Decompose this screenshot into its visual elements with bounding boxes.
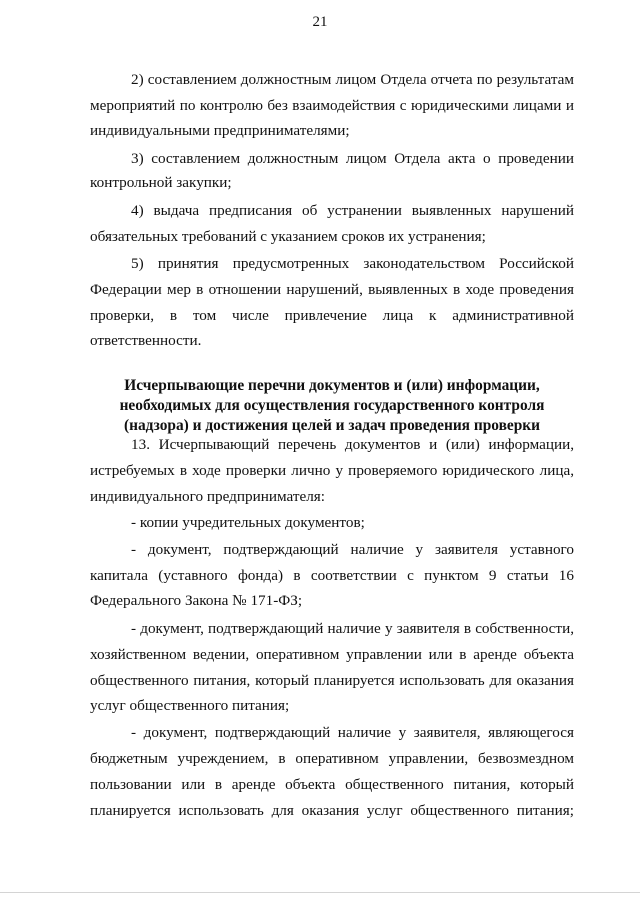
paragraph-line: ответственности. [90,332,202,349]
paragraph-line: общественного питания, который планируется использовать для оказания [90,672,574,689]
page-number: 21 [312,14,328,30]
paragraph-line: 13. Исчерпывающий перечень документов и (или) информации, [131,436,574,453]
paragraph-line: 3) составлением должностным лицом Отдела акта о проведении [131,150,574,167]
paragraph-line: - документ, подтверждающий наличие у заявителя, являющегося [131,724,574,741]
paragraph-line: пользовании или в аренде объекта общественного питания, который [90,776,574,793]
paragraph-line: мероприятий по контролю без взаимодействия с юридическими лицами и [90,97,574,114]
paragraph-line: проверки, в том числе привлечение лица к административной [90,307,574,324]
paragraph-line: планируется использовать для оказания услуг общественного питания; [90,802,574,819]
paragraph-line: контрольной закупки; [90,174,232,191]
paragraph-line: - документ, подтверждающий наличие у заявителя в собственности, [131,620,574,637]
paragraph-line: хозяйственном ведении, оперативном управлении или в аренде объекта [90,646,574,663]
paragraph-line: бюджетным учреждением, в оперативном управлении, безвозмездном [90,750,574,767]
section-heading-line: (надзора) и достижения целей и задач проведения проверки [123,417,541,434]
paragraph-line: истребуемых в ходе проверки лично у проверяемого юридического лица, [90,462,574,479]
paragraph-line: услуг общественного питания; [90,697,290,714]
paragraph-line: 5) принятия предусмотренных законодательством Российской [131,255,574,272]
paragraph-line: - документ, подтверждающий наличие у заявителя уставного [131,541,574,558]
paragraph-line: - копии учредительных документов; [131,514,365,531]
section-heading-line: Исчерпывающие перечни документов и (или) информации, [124,377,540,394]
section-heading-line: необходимых для осуществления государственного контроля [119,397,545,414]
paragraph-line: индивидуальными предпринимателями; [90,122,350,139]
paragraph-line: индивидуального предпринимателя: [90,488,325,505]
paragraph-line: Федерации мер в отношении нарушений, выявленных в ходе проведения [90,281,574,298]
paragraph-line: 4) выдача предписания об устранении выявленных нарушений [131,202,574,219]
page-bottom-edge [0,892,640,893]
paragraph-line: Федерального Закона № 171-ФЗ; [90,592,303,609]
paragraph-line: 2) составлением должностным лицом Отдела отчета по результатам [131,71,574,88]
paragraph-line: обязательных требований с указанием сроков их устранения; [90,228,486,245]
paragraph-line: капитала (уставного фонда) в соответствии с пунктом 9 статьи 16 [90,567,574,584]
